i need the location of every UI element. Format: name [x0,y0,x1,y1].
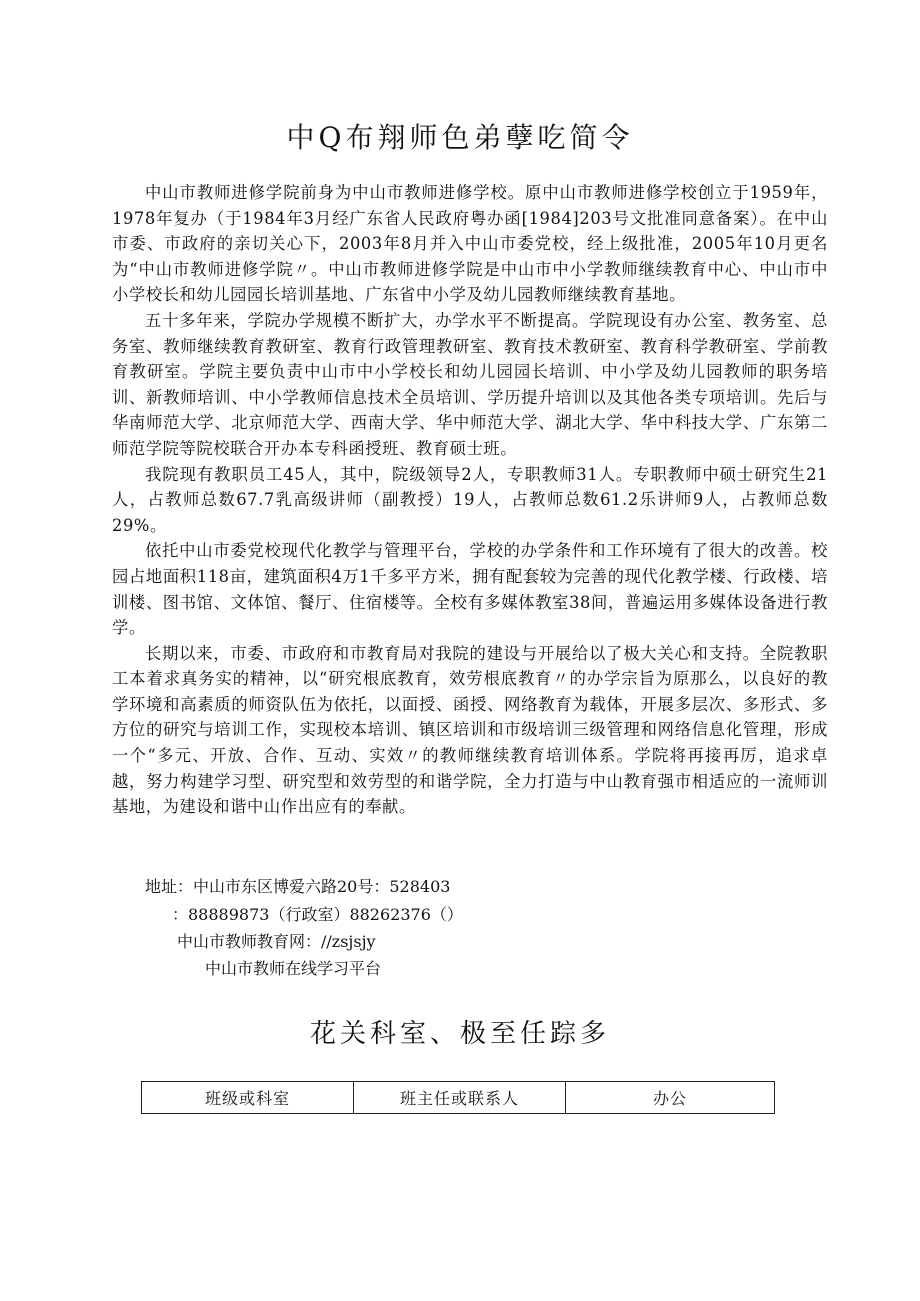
contact-address: 地址：中山市东区博爱六路20号：528403 [145,877,451,896]
contact-platform: 中山市教师在线学习平台 [205,959,382,978]
paragraph-mission: 长期以来，市委、市政府和市教育局对我院的建设与开展给以了极大关心和支持。全院教职工本着求真务实的精神，以“研究根底教育，效劳根底教育〃的办学宗旨为原那么，以良好的教学环境和高素质的师资队伍为依托，以面授、函授、网络教育为载体，开展多层次、多形式、多方位的研究与培训工作，实现校本培训、镇区培训和市级培训三级管理和网络信息化管理，形成一个“多元、开放、合作、互动、实效〃的教师继续教育培训体系。学院将再接再厉，追求卓越，努力构建学习型、研究型和效劳型的和谐学院，全力打造与中山教育强市相适应的一流师训基地，为建设和谐中山作出应有的奉献。 [112,643,828,817]
contact-phone: ：88889873（行政室）88262376（） [172,905,463,924]
document-title: 中Q布翔师色弟孽吃简令 [286,121,634,154]
table-header-cell: 班级或科室 [142,1082,354,1114]
table-header-cell: 班主任或联系人 [354,1082,566,1114]
paragraph-facilities: 依托中山市委党校现代化教学与管理平台，学校的办学条件和工作环境有了很大的改善。校园占地面积118亩，建筑面积4万1千多平方米，拥有配套较为完善的现代化教学楼、行政楼、培训楼、图书馆、文体馆、餐厅、住宿楼等。全校有多媒体教室38间，普遍运用多媒体设备进行教学。 [112,541,828,638]
table-header-cell: 办公 [566,1082,775,1114]
section-subtitle: 花关科室、极至任踪多 [309,1019,610,1049]
paragraph-staff: 我院现有教职员工45人，其中，院级领导2人，专职教师31人。专职教师中硕士研究生21人，占教师总数67.7乳高级讲师（副教授）19人，占教师总数61.2乐讲师9人，占教师总数29%。 [112,464,828,535]
intro-body [112,180,828,820]
contacts-table [141,1081,775,1114]
table-header-row [142,1082,775,1114]
paragraph-development: 五十多年来，学院办学规模不断扩大，办学水平不断提高。学院现设有办公室、教务室、总务室、教师继续教育教研室、教育行政管理教研室、教育技术教研室、教育科学教研室、学前教育教研室。学院主要负责中山市中小学校长和幼儿园园长培训、中小学及幼儿园教师的职务培训、新教师培训、中小学教师信息技术全员培训、学历提升培训以及其他各类专项培训。先后与华南师范大学、北京师范大学、西南大学、华中师范大学、湖北大学、华中科技大学、广东第二师范学院等院校联合开办本专科函授班、教育硕士班。 [112,310,828,458]
contact-website: 中山市教师教育网：//zsjsjy [177,932,376,951]
paragraph-history: 中山市教师进修学院前身为中山市教师进修学校。原中山市教师进修学校创立于1959年，1978年复办（于1984年3月经广东省人民政府粤办函[1984]203号文批准同意备案）。在中山市委、市政府的亲切关心下，2003年8月并入中山市委党校，经上级批准，2005年10月更名为“中山市教师进修学院〃。中山市教师进修学院是中山市中小学教师继续教育中心、中山市中小学校长和幼儿园园长培训基地、广东省中小学及幼儿园教师继续教育基地。 [112,183,828,305]
